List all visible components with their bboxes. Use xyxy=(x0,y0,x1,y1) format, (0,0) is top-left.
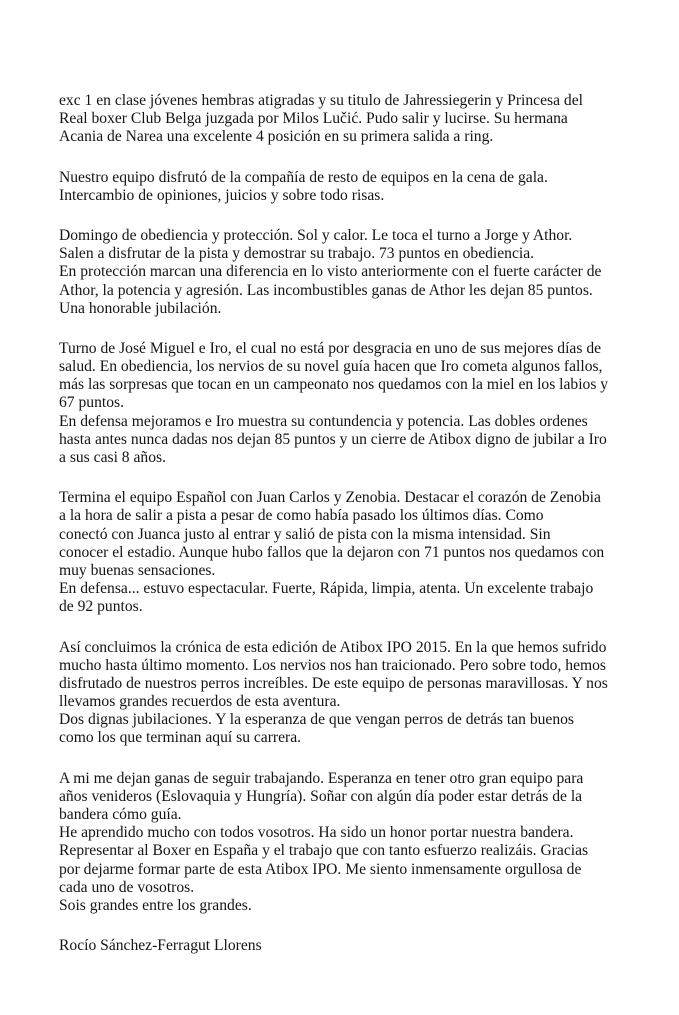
text-line: Domingo de obediencia y protección. Sol y calor. Le toca el turno a Jorge y Athor. xyxy=(59,226,573,244)
text-line: 67 puntos. xyxy=(59,394,124,412)
paragraph xyxy=(59,489,671,616)
document-body xyxy=(59,92,671,915)
document-page xyxy=(59,92,671,977)
text-line: He aprendido mucho con todos vosotros. Ha sido un honor portar nuestra bandera. xyxy=(59,824,574,842)
text-line: conectó con Juanca justo al entrar y salió de pista con la misma intensidad. Sin xyxy=(59,525,551,543)
text-line: más las sorpresas que tocan en un campeonato nos quedamos con la miel en los labios y xyxy=(59,376,609,394)
text-line: Real boxer Club Belga juzgada por Milos Lučić. Pudo salir y lucirse. Su hermana xyxy=(59,110,568,128)
text-line: En defensa... estuvo espectacular. Fuerte, Rápida, limpia, atenta. Un excelente trabajo xyxy=(59,580,594,598)
text-line: Nuestro equipo disfrutó de la compañía de resto de equipos en la cena de gala. xyxy=(59,168,548,186)
signature-paragraph xyxy=(59,937,671,955)
text-line: conocer el estadio. Aunque hubo fallos que la dejaron con 71 puntos nos quedamos con xyxy=(59,543,605,561)
text-line: Así concluimos la crónica de esta edición de Atibox IPO 2015. En la que hemos sufrido xyxy=(59,638,607,656)
text-line: Dos dignas jubilaciones. Y la esperanza de que vengan perros de detrás tan buenos xyxy=(59,711,574,729)
text-line: años venideros (Eslovaquia y Hungría). Soñar con algún día poder estar detrás de la xyxy=(59,787,583,805)
text-line: Acania de Narea una excelente 4 posición en su primera salida a ring. xyxy=(59,128,494,146)
text-line: mucho hasta último momento. Los nervios nos han traicionado. Pero sobre todo, hemos xyxy=(59,656,606,674)
text-line: llevamos grandes recuerdos de esta aventura. xyxy=(59,693,341,711)
paragraph xyxy=(59,340,671,467)
text-line: por dejarme formar parte de esta Atibox IPO. Me siento inmensamente orgullosa de xyxy=(59,860,582,878)
text-line: disfrutado de nuestros perros increíbles. De este equipo de personas maravillosas. Y nos xyxy=(59,674,608,692)
text-line: salud. En obediencia, los nervios de su novel guía hacen que Iro cometa algunos fallos, xyxy=(59,358,603,376)
text-line: a sus casi 8 años. xyxy=(59,449,166,466)
text-line: cada uno de vosotros. xyxy=(59,878,195,896)
text-line: como los que terminan aquí su carrera. xyxy=(59,729,302,747)
text-line: Athor, la potencia y agresión. Las incombustibles ganas de Athor les dejan 85 puntos. xyxy=(59,281,593,299)
text-line: exc 1 en clase jóvenes hembras atigradas y su titulo de Jahressiegerin y Princesa del xyxy=(59,92,583,109)
text-line: Turno de José Miguel e Iro, el cual no está por desgracia en uno de sus mejores días de xyxy=(59,339,602,357)
text-line: muy buenas sensaciones. xyxy=(59,561,216,579)
text-line: En protección marcan una diferencia en lo visto anteriormente con el fuerte carácter de xyxy=(59,263,602,281)
paragraph xyxy=(59,169,671,205)
text-line: A mi me dejan ganas de seguir trabajando. Esperanza en tener otro gran equipo para xyxy=(59,769,584,787)
paragraph xyxy=(59,770,671,916)
paragraph xyxy=(59,92,671,147)
paragraph xyxy=(59,639,671,748)
text-line: a la hora de salir a pista a pesar de como había pasado los últimos días. Como xyxy=(59,507,544,525)
text-line: En defensa mejoramos e Iro muestra su contundencia y potencia. Las dobles ordenes xyxy=(59,412,588,430)
text-line: Una honorable jubilación. xyxy=(59,299,222,317)
text-line: Representar al Boxer en España y el trabajo que con tanto esfuerzo realizáis. Gracias xyxy=(59,842,589,860)
text-line: Sois grandes entre los grandes. xyxy=(59,896,252,914)
text-line: Salen a disfrutar de la pista y demostrar su trabajo. 73 puntos en obediencia. xyxy=(59,245,535,263)
text-line: Termina el equipo Español con Juan Carlos y Zenobia. Destacar el corazón de Zenobia xyxy=(59,489,601,507)
text-line: de 92 puntos. xyxy=(59,598,143,616)
signature: Rocío Sánchez-Ferragut Llorens xyxy=(59,937,262,955)
text-line: Intercambio de opiniones, juicios y sobre todo risas. xyxy=(59,186,385,204)
text-line: hasta antes nunca dadas nos dejan 85 puntos y un cierre de Atibox digno de jubilar a Iro xyxy=(59,430,607,448)
text-line: bandera cómo guía. xyxy=(59,806,182,823)
paragraph xyxy=(59,227,671,318)
